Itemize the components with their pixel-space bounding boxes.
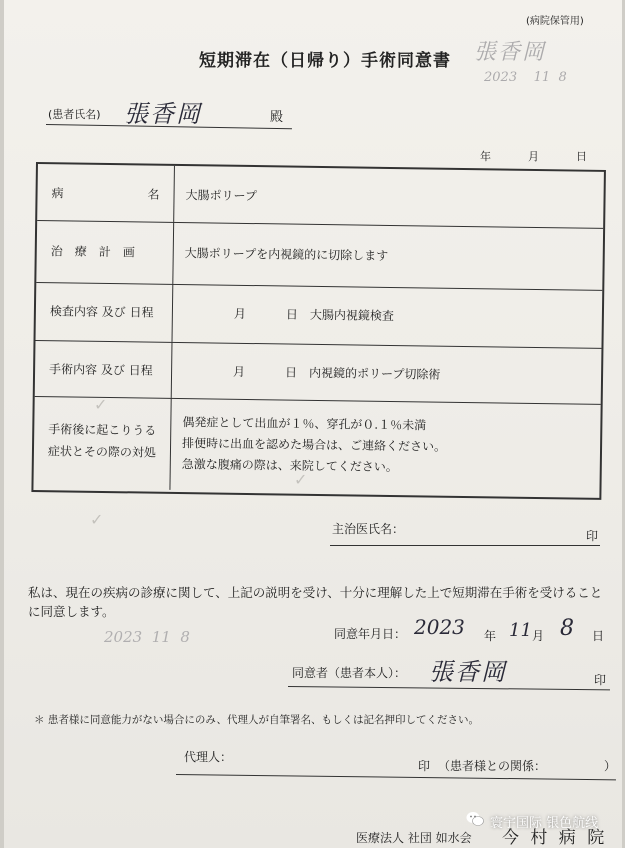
storage-note: (病院保管用)	[526, 16, 584, 27]
table-row-surgery-schedule	[35, 340, 602, 405]
wechat-icon	[466, 811, 484, 831]
form-date-day: 日	[576, 150, 587, 163]
post-op-symptoms-label: 手術後に起こりうる 症状とその際の対処	[33, 396, 171, 490]
show-through-date: 2023 11 8	[484, 70, 567, 85]
proxy-signature-line	[176, 774, 616, 780]
diagnosis-label: 病 名	[37, 164, 175, 222]
proxy-label: 代理人：	[184, 750, 233, 764]
consenter-label: 同意者（患者本人）：	[292, 666, 407, 680]
patient-name-handwritten: 張香岡	[124, 100, 202, 128]
table-row-treatment-plan	[36, 220, 603, 291]
patient-honorific: 殿	[270, 110, 284, 125]
consenter-signature: 張香岡	[429, 658, 507, 686]
form-title: 短期滞在（日帰り）手術同意書	[199, 51, 451, 71]
consenter-seal-mark: 印	[594, 673, 607, 687]
doctor-signature-line	[330, 545, 600, 546]
exam-schedule-label: 検査内容 及び 日程	[36, 282, 174, 342]
consent-month-unit: 月	[532, 629, 545, 643]
attending-doctor-label: 主治医氏名：	[332, 522, 405, 536]
consent-month-handwritten: 11	[509, 620, 532, 641]
consent-form-paper	[4, 0, 622, 848]
wechat-watermark	[466, 811, 598, 831]
treatment-plan-value: 大腸ポリープを内視鏡的に切除します	[184, 246, 389, 263]
hospital-name: 今 村 病 院	[502, 828, 608, 848]
consent-date-label: 同意年月日：	[334, 627, 407, 641]
treatment-info-table	[31, 162, 606, 500]
consent-day-handwritten: 8	[560, 616, 574, 641]
exam-schedule-value: 月 日 大腸内視鏡検査	[233, 306, 394, 324]
form-date-year: 年	[480, 150, 491, 163]
consent-statement: 私は、現在の疾病の診療に関して、上記の説明を受け、十分に理解した上で短期滞在手術を受けることに同意します。	[28, 585, 603, 619]
show-through-name: 張香岡	[474, 40, 547, 65]
table-row-post-op-symptoms	[33, 396, 600, 496]
diagnosis-value: 大腸ポリープ	[185, 188, 258, 204]
show-through-date: 2023 11 8	[104, 628, 190, 646]
proxy-relation-close: ）	[604, 759, 617, 773]
checkmark-icon: ✓	[294, 470, 308, 489]
doctor-seal-mark: 印	[586, 529, 599, 543]
post-op-symptoms-value: 偶発症として出血が１％、穿孔が０.１％未満 排便時に出血を認めた場合は、ご連絡ください。 急激な腹痛の際は、来院してください。	[181, 415, 447, 475]
form-date-month: 月	[528, 150, 539, 163]
patient-name-label: (患者氏名)	[48, 108, 101, 121]
consent-year-unit: 年	[484, 629, 497, 643]
watermark-text: 寰宇国际 银色航线	[490, 815, 599, 831]
treatment-plan-label: 治 療 計 画	[36, 220, 174, 284]
surgery-schedule-value: 月 日 内視鏡的ポリープ切除術	[232, 364, 441, 382]
proxy-footnote: ＊ 患者様に同意能力がない場合にのみ、代理人が自筆署名、もしくは記名押印してください。	[34, 714, 479, 726]
consent-year-handwritten: 2023	[414, 615, 465, 639]
hospital-org: 医療法人 社団 如水会	[356, 831, 472, 845]
surgery-schedule-label: 手術内容 及び 日程	[35, 340, 173, 398]
proxy-relation-label: （患者様との関係：	[438, 759, 547, 773]
checkmark-icon: ✓	[94, 395, 108, 414]
consent-day-unit: 日	[592, 629, 605, 643]
table-row-exam-schedule	[36, 282, 603, 349]
checkmark-icon: ✓	[90, 510, 104, 529]
table-row-diagnosis	[37, 164, 604, 229]
proxy-seal-mark: 印	[418, 759, 431, 773]
